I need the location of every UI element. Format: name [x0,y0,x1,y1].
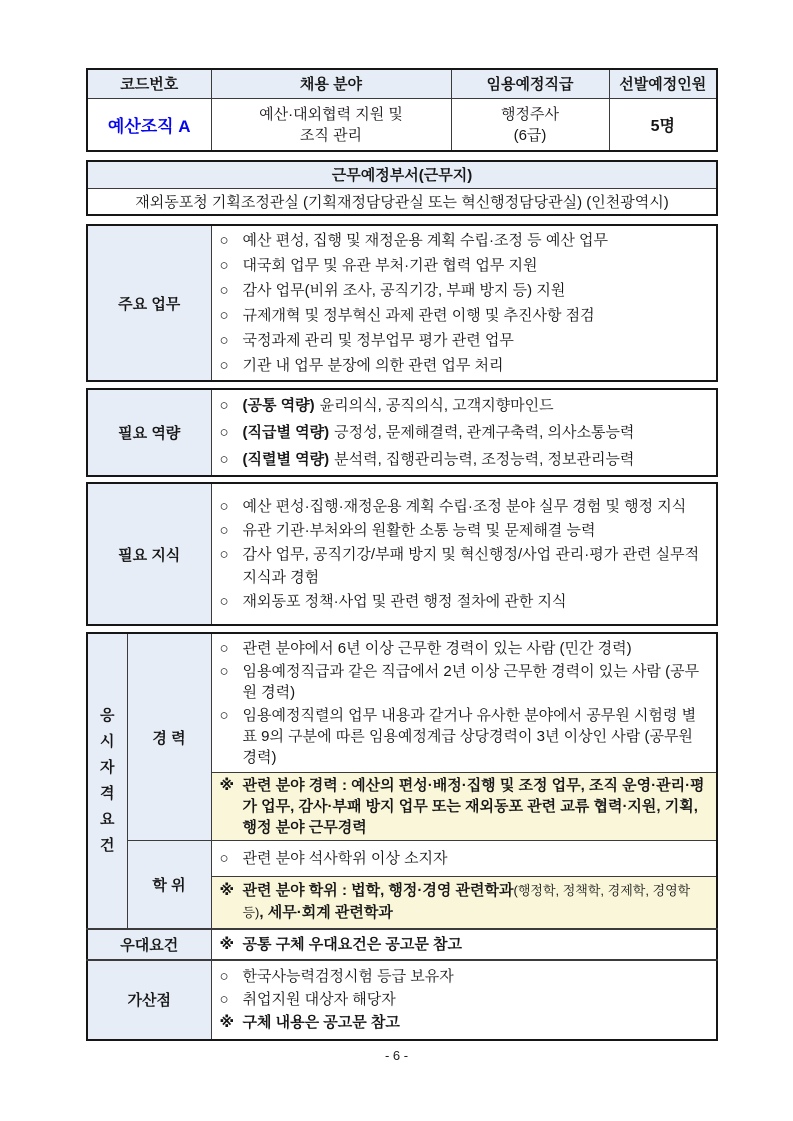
circle-bullet-icon: ○ [219,397,229,414]
circle-bullet-icon: ○ [219,850,229,867]
circle-bullet-icon: ○ [219,991,229,1008]
degree-note: ※ 관련 분야 학위 : 법학, 행정·경영 관련학과(행정학, 정책학, 경제학, 경영학 등), 세무·회계 관련학과 [211,877,717,929]
career-item: ○ 임용예정직급과 같은 직급에서 2년 이상 근무한 경력이 있는 사람 (공무원 경력) [219,663,700,701]
competency-item: ○ (직렬별 역량) 분석력, 집행관리능력, 조정능력, 정보관리능력 [220,446,709,473]
circle-bullet-icon: ○ [219,640,229,657]
circle-bullet-icon: ○ [219,663,229,680]
department-header: 근무예정부서(근무지) [87,161,717,188]
bonus-label: 가산점 [87,960,211,1040]
degree-item: ○ 관련 분야 석사학위 이상 소지자 [219,850,448,867]
duty-item: ○ 감사 업무(비위 조사, 공직기강, 부패 방지 등) 지원 [220,278,709,303]
recruit-field-line-2: 조직 관리 [299,127,363,145]
circle-bullet-icon: ○ [219,282,229,299]
circle-bullet-icon: ○ [219,357,229,374]
reference-mark-icon: ※ [219,935,235,953]
knowledge-item: ○ 재외동포 정책·사업 및 관련 행정 절차에 관한 지식 [220,590,709,613]
preference-content: ※ 공통 구체 우대요건은 공고문 참고 [211,929,717,960]
duty-item: ○ 예산 편성, 집행 및 재정운용 계획 수립·조정 등 예산 업무 [220,228,709,253]
duties-table [86,224,718,382]
career-item: ○ 관련 분야에서 6년 이상 근무한 경력이 있는 사람 (민간 경력) [219,640,632,657]
recruit-field-line-1: 예산·대외협력 지원 및 [259,106,403,124]
circle-bullet-icon: ○ [219,332,229,349]
circle-bullet-icon: ○ [219,232,229,249]
circle-bullet-icon: ○ [219,546,229,563]
duty-item: ○ 국정과제 관리 및 정부업무 평가 관련 업무 [220,328,709,353]
department-header-row [87,161,717,188]
bonus-item: ○ 취업지원 대상자 해당자 [219,991,396,1008]
page-number: - 6 - [384,1048,409,1063]
reference-mark-icon: ※ [219,777,235,794]
career-label: 경 력 [127,633,211,841]
qualification-vertical-label: 응시자격요건 [87,633,127,929]
competency-content [211,389,717,476]
knowledge-item: ○ 예산 편성·집행·재정운용 계획 수립·조정 분야 실무 경험 및 행정 지식 [220,495,709,518]
recruit-field-value [211,98,451,151]
summary-data-row [87,98,717,151]
qualification-table [86,632,718,1041]
duty-item: ○ 대국회 업무 및 유관 부처·기관 협력 업무 지원 [220,253,709,278]
header-selection-count: 선발예정인원 [609,69,717,98]
summary-table [86,68,718,152]
code-number-value: 예산조직 A [87,98,211,151]
knowledge-table [86,482,718,626]
circle-bullet-icon: ○ [219,593,229,610]
circle-bullet-icon: ○ [219,257,229,274]
expected-grade-line-1: 행정주사 [501,106,559,124]
knowledge-content [211,483,717,625]
circle-bullet-icon: ○ [219,498,229,515]
circle-bullet-icon: ○ [219,707,229,724]
department-value: 재외동포청 기획조정관실 (기획재정담당관실 또는 혁신행정담당관실) (인천광역시) [87,188,717,215]
bonus-content [211,960,717,1040]
expected-grade-value [451,98,609,151]
knowledge-item: ○ 유관 기관·부처와의 원활한 소통 능력 및 문제해결 능력 [220,519,709,542]
department-value-row [87,188,717,215]
circle-bullet-icon: ○ [219,522,229,539]
header-code-number: 코드번호 [87,69,211,98]
preference-label: 우대요건 [87,929,211,960]
duty-item: ○ 규제개혁 및 정부혁신 과제 관련 이행 및 추진사항 점검 [220,303,709,328]
circle-bullet-icon: ○ [219,968,229,985]
career-content [211,633,717,773]
knowledge-item: ○ 감사 업무, 공직기강/부패 방지 및 혁신행정/사업 관리·평가 관련 실무적 지식과 경험 [220,543,709,589]
reference-mark-icon: ※ [219,882,235,900]
selection-count-value: 5명 [609,98,717,151]
duties-content [211,225,717,381]
document-content [86,68,718,1041]
circle-bullet-icon: ○ [219,424,229,441]
circle-bullet-icon: ○ [219,307,229,324]
competency-label: 필요 역량 [87,389,211,476]
department-table [86,160,718,216]
expected-grade-line-2: (6급) [513,127,547,145]
bonus-item: ○ 한국사능력검정시험 등급 보유자 [219,968,454,985]
career-note: ※ 관련 분야 경력 : 예산의 편성·배정·집행 및 조정 업무, 조직 운영·관리·평가 업무, 감사·부패 방지 업무 또는 재외동포 관련 교류 협력·지원, 기획, 행정 분야 근무경력 [211,773,717,841]
reference-mark-icon: ※ [219,1014,235,1031]
knowledge-label: 필요 지식 [87,483,211,625]
header-expected-grade: 임용예정직급 [451,69,609,98]
competency-table [86,388,718,477]
competency-item: ○ (공통 역량) 윤리의식, 공직의식, 고객지향마인드 [220,392,709,419]
bonus-note: ※ 구체 내용은 공고문 참고 [219,1014,400,1031]
degree-label: 학 위 [127,841,211,929]
competency-item: ○ (직급별 역량) 긍정성, 문제해결력, 관계구축력, 의사소통능력 [220,419,709,446]
summary-header-row [87,69,717,98]
duty-item: ○ 기관 내 업무 분장에 의한 관련 업무 처리 [220,353,709,378]
duties-label: 주요 업무 [87,225,211,381]
header-recruit-field: 채용 분야 [211,69,451,98]
circle-bullet-icon: ○ [219,451,229,468]
career-item: ○ 임용예정직렬의 업무 내용과 같거나 유사한 분야에서 공무원 시험령 별표 9의 구분에 따른 임용예정계급 상당경력이 3년 이상인 사람 (공무원 경력) [219,707,697,766]
degree-content [211,841,717,877]
